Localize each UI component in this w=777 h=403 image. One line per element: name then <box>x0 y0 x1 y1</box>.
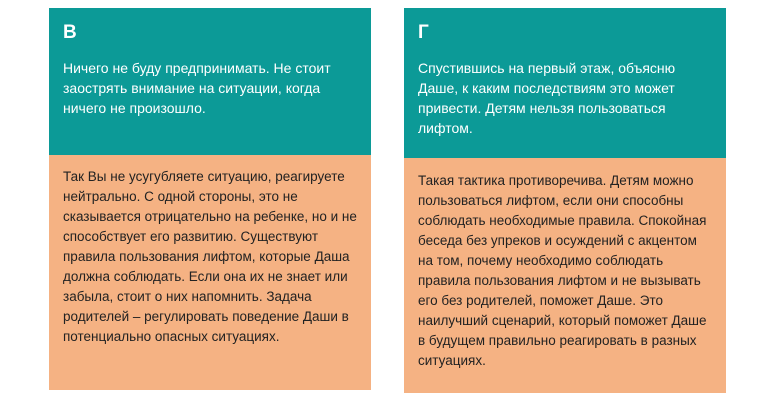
option-text: Ничего не буду предпринимать. Не стоит заострять внимание на ситуации, когда ничего не произошло. <box>63 60 331 116</box>
option-letter: В <box>63 22 77 43</box>
feedback-text: Такая тактика противоречива. Детям можно пользоваться лифтом, если они способны соблюдать необходимые правила. Спокойная беседа без упреков и осуждений с акцентом на том, почему необходимо соблюдать правила пользования лифтом и не вызывать его без родителей, поможет Даше. Это наилучший сценарий, который поможет Даше в будущем правильно реагировать в разных ситуациях. <box>418 173 707 368</box>
feedback-panel <box>49 155 371 390</box>
option-letter: Г <box>418 22 429 43</box>
option-panel[interactable] <box>404 8 726 158</box>
feedback-text: Так Вы не усугубляете ситуацию, реагируете нейтрально. С одной стороны, это не сказывается отрицательно на ребенке, но и не способствует его развитию. Существуют правила пользования лифтом, которые Даша должна соблюдать. Если она их не знает или забыла, стоит о них напомнить. Задача родителей – регулировать поведение Даши в потенциально опасных ситуациях. <box>63 169 357 344</box>
option-panel[interactable] <box>49 8 371 155</box>
option-text: Спустившись на первый этаж, объясню Даше, к каким последствиям это может привести. Детям нельзя пользоваться лифтом. <box>418 60 676 136</box>
feedback-panel <box>404 158 726 393</box>
answer-card-g[interactable] <box>404 8 726 393</box>
answer-card-v[interactable] <box>49 8 371 390</box>
